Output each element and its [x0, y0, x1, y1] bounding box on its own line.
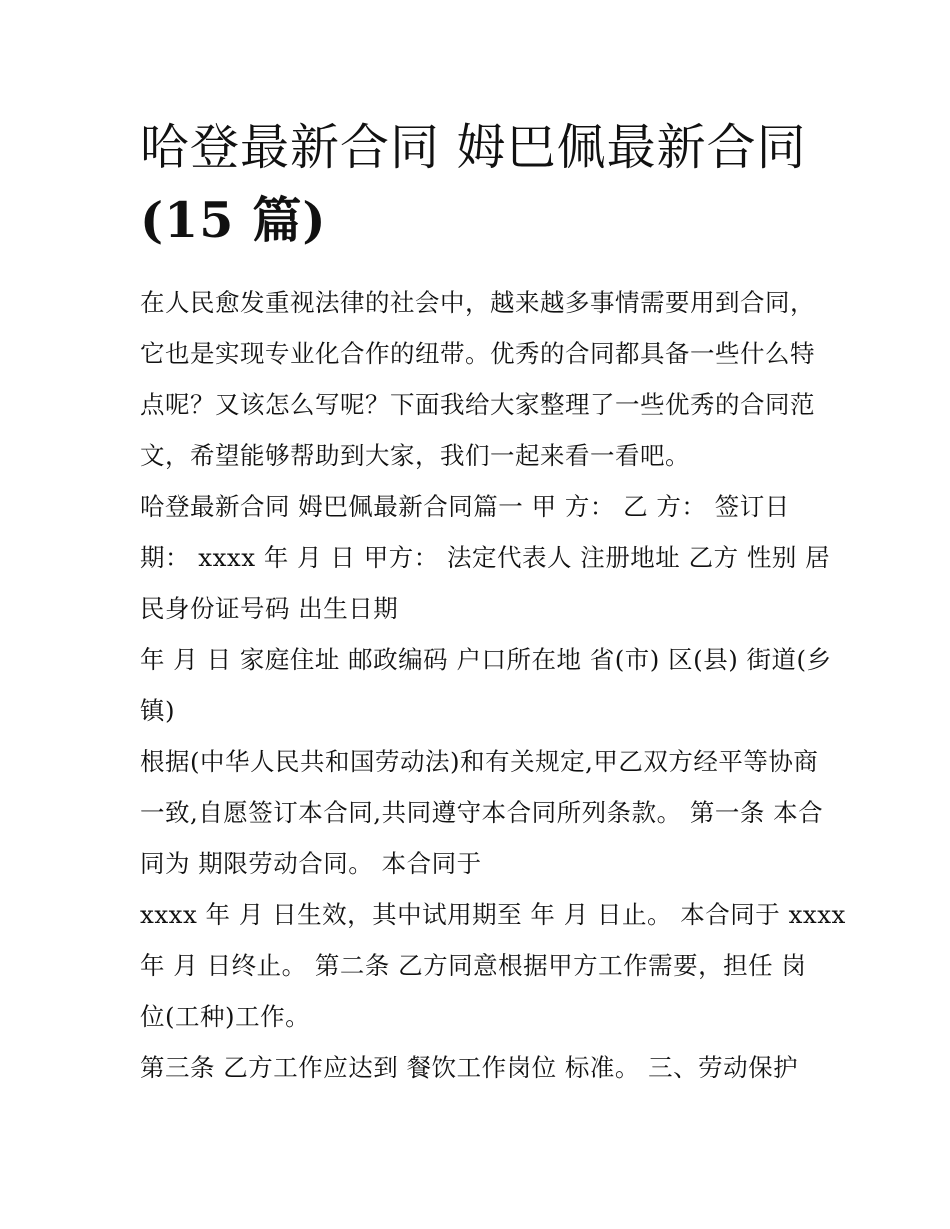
body-line: 同为 期限劳动合同。 本合同于: [140, 849, 482, 878]
body-line: 在人民愈发重视法律的社会中，越来越多事情需要用到合同，: [140, 288, 815, 317]
body-line: 第三条 乙方工作应达到 餐饮工作岗位 标准。 三、劳动保护: [140, 1053, 799, 1082]
body-line: 镇): [140, 696, 176, 725]
body-line: 年 月 日终止。 第二条 乙方同意根据甲方工作需要，担任 岗: [140, 951, 807, 980]
body-line: xxxx 年 月 日生效，其中试用期至 年 月 日止。 本合同于 xxxx: [140, 900, 846, 929]
title-line-1: 哈登最新合同 姆巴佩最新合同: [140, 119, 807, 176]
body-line: 年 月 日 家庭住址 邮政编码 户口所在地 省(市) 区(县) 街道(乡: [140, 645, 832, 674]
body-line: 点呢？又该怎么写呢？下面我给大家整理了一些优秀的合同范: [140, 390, 815, 419]
body-line: 哈登最新合同 姆巴佩最新合同篇一 甲 方： 乙 方： 签订日: [140, 492, 790, 521]
body-line: 一致,自愿签订本合同,共同遵守本合同所列条款。 第一条 本合: [140, 798, 824, 827]
body-line: 文，希望能够帮助到大家，我们一起来看一看吧。: [140, 441, 690, 470]
body-line: 位(工种)工作。: [140, 1002, 311, 1031]
body-line: 它也是实现专业化合作的纽带。优秀的合同都具备一些什么特: [140, 339, 815, 368]
title-line-2: (15 篇): [140, 191, 327, 249]
body-line: 根据(中华人民共和国劳动法)和有关规定,甲乙双方经平等协商: [140, 747, 819, 776]
document-body: [140, 277, 846, 1093]
document-title: [140, 112, 820, 256]
body-line: 民身份证号码 出生日期: [140, 594, 399, 623]
body-line: 期： xxxx 年 月 日 甲方： 法定代表人 注册地址 乙方 性别 居: [140, 543, 831, 572]
